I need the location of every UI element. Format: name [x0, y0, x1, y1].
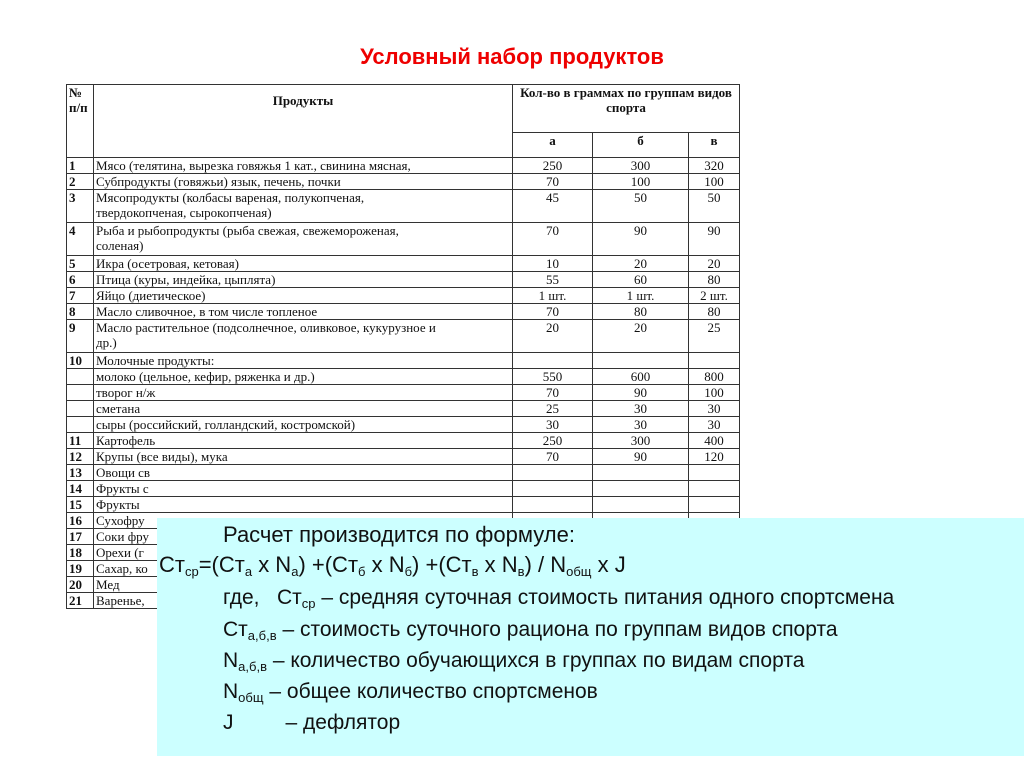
eq-part: ) / N	[524, 552, 567, 577]
eq-sub: общ	[566, 564, 592, 579]
value-group-c: 30	[689, 417, 740, 433]
value-group-b: 90	[593, 385, 689, 401]
value-group-a: 55	[513, 272, 593, 288]
table-row	[67, 320, 740, 353]
definition: – стоимость суточного рациона по группам видов спорта	[276, 618, 838, 641]
symbol-sub: а,б,в	[238, 659, 267, 674]
row-product	[94, 433, 513, 449]
product-name: Субпродукты (говяжьи) язык, печень, почки	[96, 174, 341, 189]
formula-line-4	[223, 680, 598, 705]
product-name: Масло растительное (подсолнечное, оливковое, кукурузное и	[96, 320, 436, 335]
value-group-b: 20	[593, 320, 689, 353]
definition: – общее количество спортсменов	[263, 680, 598, 703]
value-group-c	[689, 481, 740, 497]
value-group-c: 120	[689, 449, 740, 465]
value-group-a: 25	[513, 401, 593, 417]
value-group-a	[513, 465, 593, 481]
product-name: молоко (цельное, кефир, ряженка и др.)	[96, 369, 315, 384]
row-product	[94, 481, 513, 497]
row-product	[94, 353, 513, 369]
row-product	[94, 497, 513, 513]
row-product	[94, 158, 513, 174]
value-group-c: 2 шт.	[689, 288, 740, 304]
value-group-c	[689, 353, 740, 369]
row-product	[94, 417, 513, 433]
value-group-b: 100	[593, 174, 689, 190]
row-number: 6	[67, 272, 94, 288]
formula-line-3	[223, 649, 804, 674]
value-group-b: 600	[593, 369, 689, 385]
value-group-c	[689, 497, 740, 513]
value-group-b	[593, 481, 689, 497]
value-group-c: 50	[689, 190, 740, 223]
row-product	[94, 385, 513, 401]
value-group-b: 300	[593, 433, 689, 449]
row-number: 20	[67, 577, 94, 593]
group-b-header: б	[593, 132, 689, 157]
symbol: N	[223, 680, 239, 703]
table-row	[67, 158, 740, 174]
product-name: Яйцо (диетическое)	[96, 288, 206, 303]
row-number: 7	[67, 288, 94, 304]
formula-panel	[157, 518, 1024, 756]
row-product	[94, 174, 513, 190]
value-group-c: 80	[689, 304, 740, 320]
row-product	[94, 320, 513, 353]
row-number: 12	[67, 449, 94, 465]
eq-part: x N	[478, 552, 518, 577]
value-group-a: 70	[513, 304, 593, 320]
value-group-a: 70	[513, 174, 593, 190]
symbol-sub: ср	[301, 596, 316, 611]
value-group-c: 800	[689, 369, 740, 385]
product-name: сметана	[96, 401, 141, 416]
product-name: Сахар, ко	[96, 561, 148, 576]
value-group-b: 80	[593, 304, 689, 320]
where-word: где,	[223, 586, 260, 609]
product-name: сыры (российский, голландский, костромской)	[96, 417, 356, 432]
value-group-b	[593, 497, 689, 513]
value-group-b: 300	[593, 158, 689, 174]
value-group-b: 90	[593, 449, 689, 465]
table-row	[67, 385, 740, 401]
eq-part: ) +(Ст	[412, 552, 472, 577]
product-name: Картофель	[96, 433, 156, 448]
product-name: Варенье,	[96, 593, 145, 608]
eq-part: x J	[591, 552, 626, 577]
table-row	[67, 497, 740, 513]
product-name: творог н/ж	[96, 385, 156, 400]
product-name: Масло сливочное, в том числе топленое	[96, 304, 318, 319]
eq-part: =(Ст	[198, 552, 245, 577]
row-number: 21	[67, 593, 94, 609]
table-row	[67, 449, 740, 465]
row-number: 11	[67, 433, 94, 449]
value-group-b: 90	[593, 223, 689, 256]
row-number	[67, 417, 94, 433]
value-group-c: 25	[689, 320, 740, 353]
value-group-c: 320	[689, 158, 740, 174]
row-number: 4	[67, 223, 94, 256]
table-row	[67, 288, 740, 304]
symbol: N	[223, 649, 239, 672]
row-product	[94, 465, 513, 481]
product-name: Рыба и рыбопродукты (рыба свежая, свежемороженая,	[96, 223, 399, 238]
eq-part: ) +(Ст	[298, 552, 359, 577]
value-group-a: 70	[513, 449, 593, 465]
product-name: Орехи (г	[96, 545, 144, 560]
product-name: Мясопродукты (колбасы вареная, полукопченая,	[96, 190, 365, 205]
product-name: Мед	[96, 577, 120, 592]
value-group-c: 100	[689, 385, 740, 401]
column-header-number: № п/п	[67, 85, 94, 158]
row-product	[94, 449, 513, 465]
value-group-a: 30	[513, 417, 593, 433]
value-group-c: 20	[689, 256, 740, 272]
product-name-cont: др.)	[96, 335, 117, 350]
formula-line-5	[223, 711, 400, 735]
table-row	[67, 369, 740, 385]
definition: – средняя суточная стоимость питания одного спортсмена	[315, 586, 895, 609]
eq-part: x N	[365, 552, 405, 577]
row-number: 19	[67, 561, 94, 577]
product-name: Икра (осетровая, кетовая)	[96, 256, 239, 271]
row-number	[67, 401, 94, 417]
definition: – дефлятор	[285, 711, 401, 734]
value-group-b: 50	[593, 190, 689, 223]
row-number: 10	[67, 353, 94, 369]
product-name: Соки фру	[96, 529, 149, 544]
row-product	[94, 223, 513, 256]
eq-sub: а	[244, 564, 253, 579]
symbol: Ст	[223, 618, 248, 641]
value-group-c	[689, 465, 740, 481]
table-row	[67, 223, 740, 256]
eq-sub: б	[404, 564, 413, 579]
product-name: Крупы (все виды), мука	[96, 449, 228, 464]
row-number: 14	[67, 481, 94, 497]
value-group-a: 20	[513, 320, 593, 353]
formula-equation	[159, 552, 626, 579]
table-row	[67, 433, 740, 449]
row-number: 18	[67, 545, 94, 561]
table-row	[67, 353, 740, 369]
row-number	[67, 385, 94, 401]
table-header-row	[67, 85, 740, 133]
column-header-quantity: Кол-во в граммах по группам видов спорта	[513, 85, 740, 133]
symbol: J	[223, 711, 234, 734]
row-product	[94, 190, 513, 223]
value-group-b: 30	[593, 401, 689, 417]
product-name: Птица (куры, индейка, цыплята)	[96, 272, 276, 287]
row-number: 8	[67, 304, 94, 320]
value-group-a: 45	[513, 190, 593, 223]
row-number: 15	[67, 497, 94, 513]
eq-sub: б	[358, 564, 366, 579]
value-group-a: 70	[513, 385, 593, 401]
table-row	[67, 481, 740, 497]
row-number: 2	[67, 174, 94, 190]
row-number	[67, 369, 94, 385]
row-number: 9	[67, 320, 94, 353]
eq-st: Ст	[159, 552, 185, 577]
row-product	[94, 401, 513, 417]
value-group-a: 10	[513, 256, 593, 272]
product-name-cont: твердокопченая, сырокопченая)	[96, 205, 272, 220]
row-number: 13	[67, 465, 94, 481]
product-name: Сухофру	[96, 513, 145, 528]
column-header-product: Продукты	[94, 85, 513, 158]
product-name: Мясо (телятина, вырезка говяжья 1 кат., свинина мясная,	[96, 158, 411, 173]
value-group-a	[513, 353, 593, 369]
group-c-header: в	[689, 132, 740, 157]
value-group-b: 30	[593, 417, 689, 433]
value-group-c: 80	[689, 272, 740, 288]
symbol: Ст	[277, 586, 302, 609]
symbol-sub: общ	[238, 690, 264, 705]
eq-part: x N	[252, 552, 292, 577]
table-row	[67, 465, 740, 481]
value-group-a	[513, 497, 593, 513]
slide-title: Условный набор продуктов	[360, 44, 664, 69]
value-group-a: 250	[513, 433, 593, 449]
row-number: 3	[67, 190, 94, 223]
table-row	[67, 190, 740, 223]
symbol-sub: а,б,в	[247, 628, 277, 643]
eq-sub: ср	[184, 564, 199, 579]
table-row	[67, 256, 740, 272]
value-group-a: 70	[513, 223, 593, 256]
value-group-b: 20	[593, 256, 689, 272]
row-number: 5	[67, 256, 94, 272]
row-number: 16	[67, 513, 94, 529]
table-row	[67, 304, 740, 320]
row-number: 1	[67, 158, 94, 174]
value-group-c: 100	[689, 174, 740, 190]
product-name: Молочные продукты:	[96, 353, 215, 368]
value-group-a: 1 шт.	[513, 288, 593, 304]
row-product	[94, 256, 513, 272]
formula-line-1	[223, 586, 894, 611]
eq-sub: в	[471, 564, 479, 579]
row-product	[94, 272, 513, 288]
table-row	[67, 417, 740, 433]
formula-heading: Расчет производится по формуле:	[223, 522, 575, 547]
definition: – количество обучающихся в группах по видам спорта	[266, 649, 805, 672]
row-product	[94, 288, 513, 304]
value-group-b: 60	[593, 272, 689, 288]
table-row	[67, 401, 740, 417]
value-group-b	[593, 353, 689, 369]
product-name: Фрукты с	[96, 481, 149, 496]
product-name-cont: соленая)	[96, 238, 144, 253]
value-group-a: 250	[513, 158, 593, 174]
table-row	[67, 174, 740, 190]
formula-line-2	[223, 618, 838, 643]
row-product	[94, 304, 513, 320]
value-group-a	[513, 481, 593, 497]
row-number: 17	[67, 529, 94, 545]
value-group-c: 90	[689, 223, 740, 256]
eq-sub: в	[517, 564, 525, 579]
value-group-c: 400	[689, 433, 740, 449]
product-name: Фрукты	[96, 497, 140, 512]
value-group-a: 550	[513, 369, 593, 385]
value-group-b: 1 шт.	[593, 288, 689, 304]
value-group-b	[593, 465, 689, 481]
eq-sub: а	[291, 564, 299, 579]
value-group-c: 30	[689, 401, 740, 417]
row-product	[94, 369, 513, 385]
table-row	[67, 272, 740, 288]
group-a-header: а	[513, 132, 593, 157]
product-name: Овощи св	[96, 465, 151, 480]
